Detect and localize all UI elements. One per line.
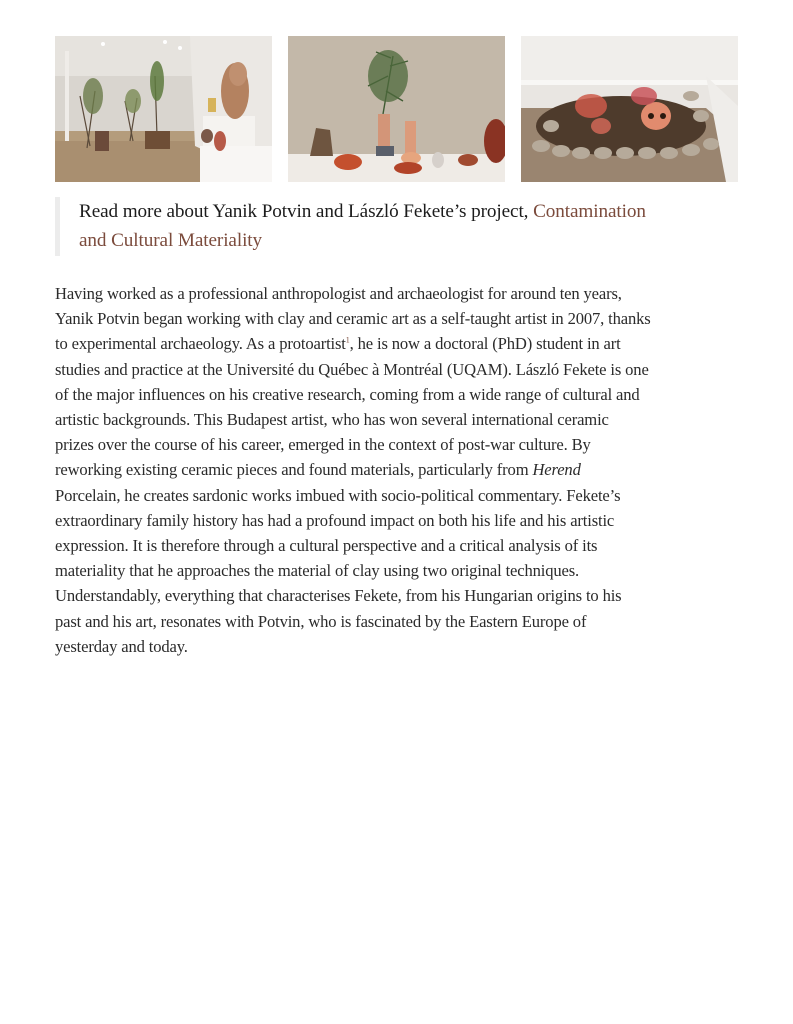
paragraph-line: of the major influences on his creative research, coming from a wide range of cultural and: [55, 384, 640, 404]
paragraph-line: materiality that he approaches the material of clay using two original techniques.: [55, 561, 580, 581]
paragraph-line: artistic backgrounds. This Budapest artist, who has won several international ceramic: [55, 410, 609, 430]
article-paragraph: [55, 281, 745, 659]
paragraph-line: extraordinary family history has had a profound impact on both his life and his artistic: [55, 510, 615, 530]
ceramic-tree-photo[interactable]: [288, 36, 505, 182]
paragraph-text: , he is now a doctoral (PhD) student in art: [349, 334, 621, 354]
stone-circle-image: [521, 36, 738, 182]
paragraph-line: Yanik Potvin began working with clay and ceramic art as a self-taught artist in 2007, thanks: [55, 309, 651, 329]
paragraph-line: Understandably, everything that characterises Fekete, from his Hungarian origins to his: [55, 586, 622, 606]
gallery-installation-image: [55, 36, 272, 182]
ceramic-tree-image: [288, 36, 505, 182]
read-more-blockquote: [55, 197, 738, 256]
paragraph-line: studies and practice at the Université du Québec à Montréal (UQAM). László Fekete is one: [55, 359, 649, 379]
gallery-installation-photo[interactable]: [55, 36, 272, 182]
herend-italic: Herend: [532, 460, 581, 480]
pullquote-line-1: [79, 197, 738, 226]
paragraph-line: [55, 457, 745, 482]
paragraph-line: past and his art, resonates with Potvin, who is fascinated by the Eastern Europe of: [55, 611, 587, 631]
stone-circle-photo[interactable]: [521, 36, 738, 182]
pullquote-text: Read more about Yanik Potvin and László Fekete’s project,: [79, 201, 534, 222]
footnote-reference[interactable]: 1: [345, 335, 350, 345]
project-link-part-1[interactable]: Contamination: [533, 201, 646, 222]
paragraph-line: expression. It is therefore through a cultural perspective and a critical analysis of its: [55, 536, 598, 556]
paragraph-line: [55, 331, 745, 356]
project-link-part-2[interactable]: and Cultural Materiality: [79, 230, 263, 251]
paragraph-line: Having worked as a professional anthropologist and archaeologist for around ten years,: [55, 284, 622, 303]
paragraph-line: yesterday and today.: [55, 636, 188, 656]
paragraph-text: to experimental archaeology. As a protoartist: [55, 334, 346, 354]
paragraph-text: reworking existing ceramic pieces and found materials, particularly from: [55, 460, 533, 480]
paragraph-line: Porcelain, he creates sardonic works imbued with socio-political commentary. Fekete’s: [55, 485, 621, 505]
photo-gallery: [55, 36, 738, 182]
pullquote-line-2: [79, 226, 738, 255]
paragraph-line: prizes over the course of his career, emerged in the context of post-war culture. By: [55, 435, 591, 455]
